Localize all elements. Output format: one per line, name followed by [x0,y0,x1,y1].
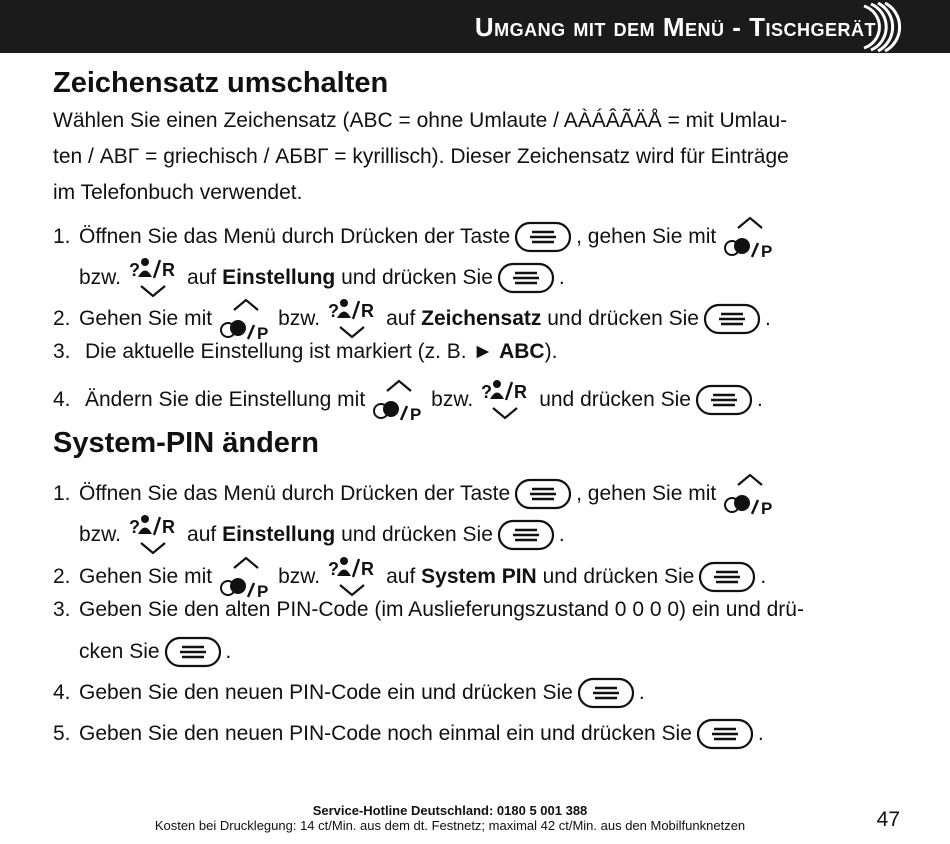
section-title-system-pin: System-PIN ändern [53,427,319,459]
intro-line: Wählen Sie einen Zeichensatz (ABC = ohne Umlaute / AÀÁÂÃÄÅ = mit Umlau- [53,109,788,132]
step-number: 1. [53,225,71,248]
step-text: Geben Sie den neuen PIN-Code noch einmal ein und drücken Sie [79,722,692,745]
s2-step3-line1 [53,596,804,624]
menu-key-icon [514,221,572,253]
step-text: Geben Sie den alten PIN-Code (im Auslieferungszustand 0 0 0 0) ein und drü- [79,598,804,621]
step-text: bzw. [79,266,122,289]
nav-down-callers-icon [477,378,535,422]
step-text: Gehen Sie mit [79,565,213,588]
menu-key-icon [695,384,753,416]
s1-step3 [53,338,557,366]
step-text: auf [386,565,416,588]
intro-line: im Telefonbuch verwendet. [53,181,303,204]
step-text: . [558,523,565,546]
nav-up-phonebook-icon [216,554,274,600]
s2-step3-line2 [79,636,231,668]
step-text: Öffnen Sie das Menü durch Drücken der Taste [79,225,511,248]
step-text: Die aktuelle Einstellung ist markiert (z. B. ► [85,340,500,363]
step-number: 1. [53,482,71,505]
menu-key-icon [698,561,756,593]
step-text: cken Sie [79,640,160,663]
step-text: bzw. [278,307,321,330]
step-text: auf [187,523,217,546]
menu-key-icon [703,303,761,335]
nav-down-callers-icon [125,513,183,557]
menu-key-icon [696,718,754,750]
s2-step4 [53,677,645,709]
s1-step4 [53,377,763,423]
step-number: 4. [53,681,71,704]
s1-step1-line2 [79,256,565,300]
header-bar [0,0,950,53]
step-text: bzw. [278,565,321,588]
nav-down-callers-icon [324,555,382,599]
nav-down-callers-icon [324,297,382,341]
menu-item-einstellung: Einstellung [222,266,336,289]
step-text: und drücken Sie [539,388,691,411]
page-number: 47 [876,808,900,831]
step-text: . [638,681,645,704]
footer-costs: Kosten bei Drucklegung: 14 ct/Min. aus dem dt. Festnetz; maximal 42 ct/Min. aus den Mobilfunknetzen [154,818,746,833]
step-number: 3. [53,598,71,621]
menu-key-icon [497,519,555,551]
step-number: 3. [53,340,71,363]
step-text: und drücken Sie [547,307,699,330]
step-text: . [760,565,767,588]
step-text: und drücken Sie [341,523,493,546]
example-abc: ABC [499,340,545,363]
menu-key-icon [577,677,635,709]
step-text: bzw. [79,523,122,546]
menu-key-icon [514,478,572,510]
step-text: Öffnen Sie das Menü durch Drücken der Taste [79,482,511,505]
nav-up-phonebook-icon [720,214,778,260]
step-text: . [765,307,771,330]
step-text: auf [187,266,217,289]
step-number: 4. [53,388,71,411]
step-text: , gehen Sie mit [576,482,717,505]
step-text: . [756,388,763,411]
step-text: . [225,640,232,663]
menu-key-icon [164,636,222,668]
nav-down-callers-icon [125,256,183,300]
menu-item-system-pin: System PIN [421,565,537,588]
s2-step1-line2 [79,513,565,557]
section1-intro [53,103,893,211]
footer-hotline: Service-Hotline Deutschland: 0180 5 001 388 [312,803,588,818]
step-text: Gehen Sie mit [79,307,213,330]
step-text: . [757,722,764,745]
s2-step2 [53,554,766,600]
intro-line: ten / ΑΒΓ = griechisch / АБВГ = kyrillisch). Dieser Zeichensatz wird für Einträge [53,145,789,168]
s1-step1-line1 [53,214,782,260]
step-text: und drücken Sie [341,266,493,289]
menu-key-icon [497,262,555,294]
step-text: ). [544,340,558,363]
s2-step5 [53,718,764,750]
step-number: 2. [53,565,71,588]
menu-item-zeichensatz: Zeichensatz [421,307,542,330]
header-rings-icon [846,2,904,52]
step-text: auf [386,307,416,330]
step-text: Geben Sie den neuen PIN-Code ein und drücken Sie [79,681,573,704]
header-title: Umgang mit dem Menü - Tischgerät [474,12,876,42]
step-number: 5. [53,722,71,745]
step-number: 2. [53,307,71,330]
nav-up-phonebook-icon [720,471,778,517]
section-title-zeichensatz: Zeichensatz umschalten [53,67,389,99]
nav-up-phonebook-icon [369,377,427,423]
step-text: und drücken Sie [542,565,695,588]
step-text: , gehen Sie mit [576,225,717,248]
menu-item-einstellung: Einstellung [222,523,336,546]
step-text: Ändern Sie die Einstellung mit [85,388,366,411]
nav-up-phonebook-icon [216,296,274,342]
s2-step1-line1 [53,471,782,517]
step-text: . [558,266,565,289]
s1-step2 [53,296,771,342]
step-text: bzw. [431,388,474,411]
